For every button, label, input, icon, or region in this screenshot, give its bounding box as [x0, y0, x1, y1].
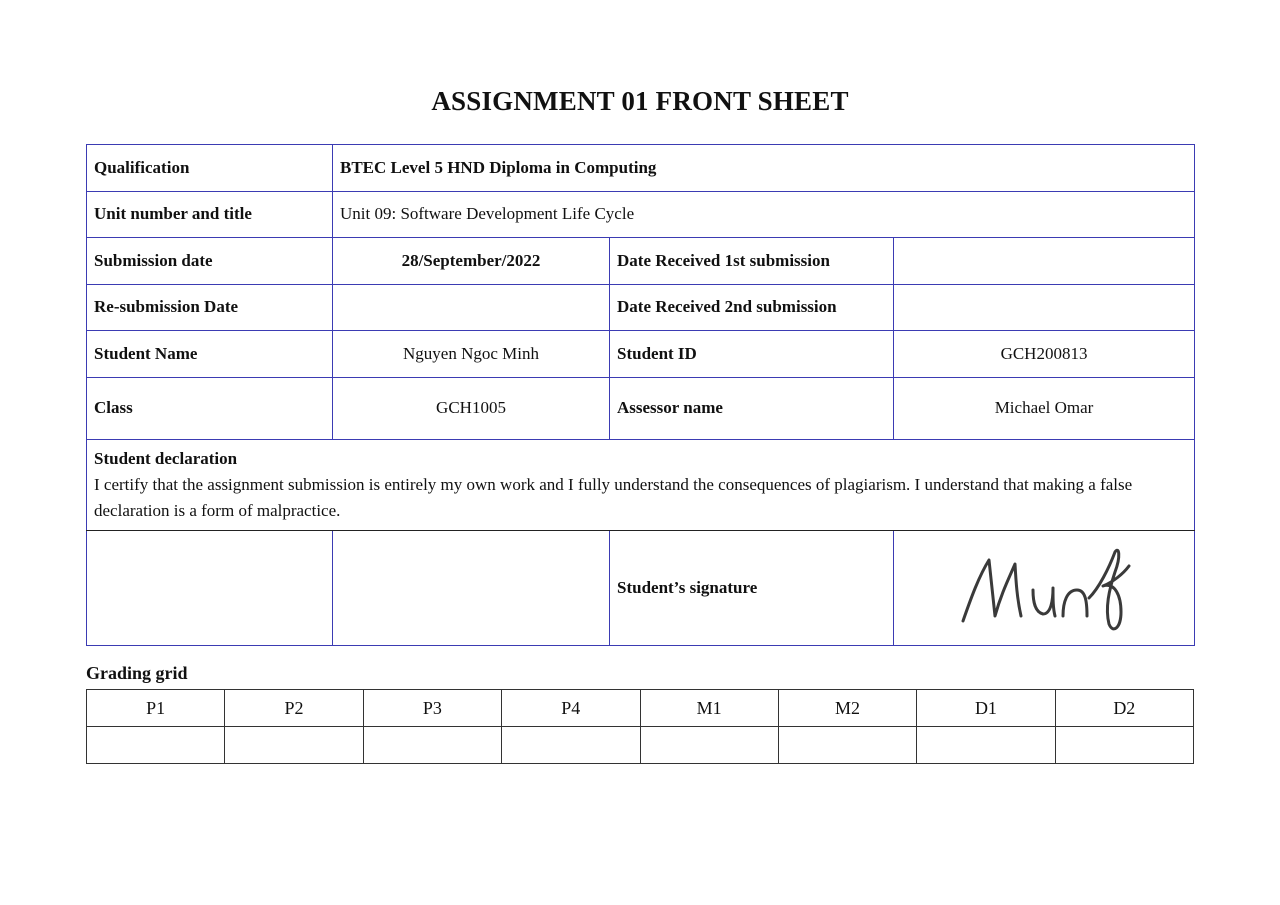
date-received-1-value — [894, 238, 1195, 285]
submission-date-value: 28/September/2022 — [333, 238, 610, 285]
grade-value-d2 — [1055, 727, 1193, 764]
qualification-value: BTEC Level 5 HND Diploma in Computing — [333, 145, 1195, 192]
submission-date-label: Submission date — [87, 238, 333, 285]
grade-header-d2: D2 — [1055, 690, 1193, 727]
resubmission-date-label: Re-submission Date — [87, 285, 333, 331]
submission-row — [87, 238, 1195, 285]
date-received-2-label: Date Received 2nd submission — [610, 285, 894, 331]
grading-grid-value-row — [87, 727, 1194, 764]
declaration-text: I certify that the assignment submission is entirely my own work and I fully understand the consequences of plagiarism. I understand that making a false declaration is a form of malpractice. — [94, 475, 1133, 520]
grade-header-p1: P1 — [87, 690, 225, 727]
grade-header-d1: D1 — [917, 690, 1055, 727]
signature-empty-cell-2 — [333, 531, 610, 646]
date-received-2-value — [894, 285, 1195, 331]
unit-value: Unit 09: Software Development Life Cycle — [333, 192, 1195, 238]
class-row — [87, 378, 1195, 440]
student-name-label: Student Name — [87, 331, 333, 378]
student-id-label: Student ID — [610, 331, 894, 378]
front-sheet-table — [86, 144, 1195, 646]
grade-value-p1 — [87, 727, 225, 764]
resubmission-row — [87, 285, 1195, 331]
grading-grid-label: Grading grid — [86, 663, 188, 683]
qualification-label: Qualification — [87, 145, 333, 192]
declaration-cell — [87, 440, 1195, 531]
qualification-row — [87, 145, 1195, 192]
signature-cell — [894, 531, 1195, 646]
grade-header-p2: P2 — [225, 690, 363, 727]
grade-value-m1 — [640, 727, 778, 764]
unit-row — [87, 192, 1195, 238]
grade-value-p3 — [363, 727, 501, 764]
grade-header-m1: M1 — [640, 690, 778, 727]
declaration-row — [87, 440, 1195, 531]
class-label: Class — [87, 378, 333, 440]
grade-value-m2 — [778, 727, 916, 764]
grade-header-p4: P4 — [502, 690, 640, 727]
assessor-label: Assessor name — [610, 378, 894, 440]
signature-empty-cell-1 — [87, 531, 333, 646]
student-id-value: GCH200813 — [894, 331, 1195, 378]
assessor-value: Michael Omar — [894, 378, 1195, 440]
signature-label: Student’s signature — [610, 531, 894, 646]
grade-value-p4 — [502, 727, 640, 764]
student-name-value: Nguyen Ngoc Minh — [333, 331, 610, 378]
grade-value-d1 — [917, 727, 1055, 764]
handwritten-signature — [949, 538, 1139, 638]
date-received-1-label: Date Received 1st submission — [610, 238, 894, 285]
class-value: GCH1005 — [333, 378, 610, 440]
grade-value-p2 — [225, 727, 363, 764]
student-row — [87, 331, 1195, 378]
grading-grid-header-row — [87, 690, 1194, 727]
signature-row — [87, 531, 1195, 646]
declaration-title: Student declaration — [94, 449, 238, 468]
unit-label: Unit number and title — [87, 192, 333, 238]
grade-header-p3: P3 — [363, 690, 501, 727]
grading-grid-table — [86, 689, 1194, 764]
page-title: ASSIGNMENT 01 FRONT SHEET — [431, 86, 849, 116]
grade-header-m2: M2 — [778, 690, 916, 727]
resubmission-date-value — [333, 285, 610, 331]
